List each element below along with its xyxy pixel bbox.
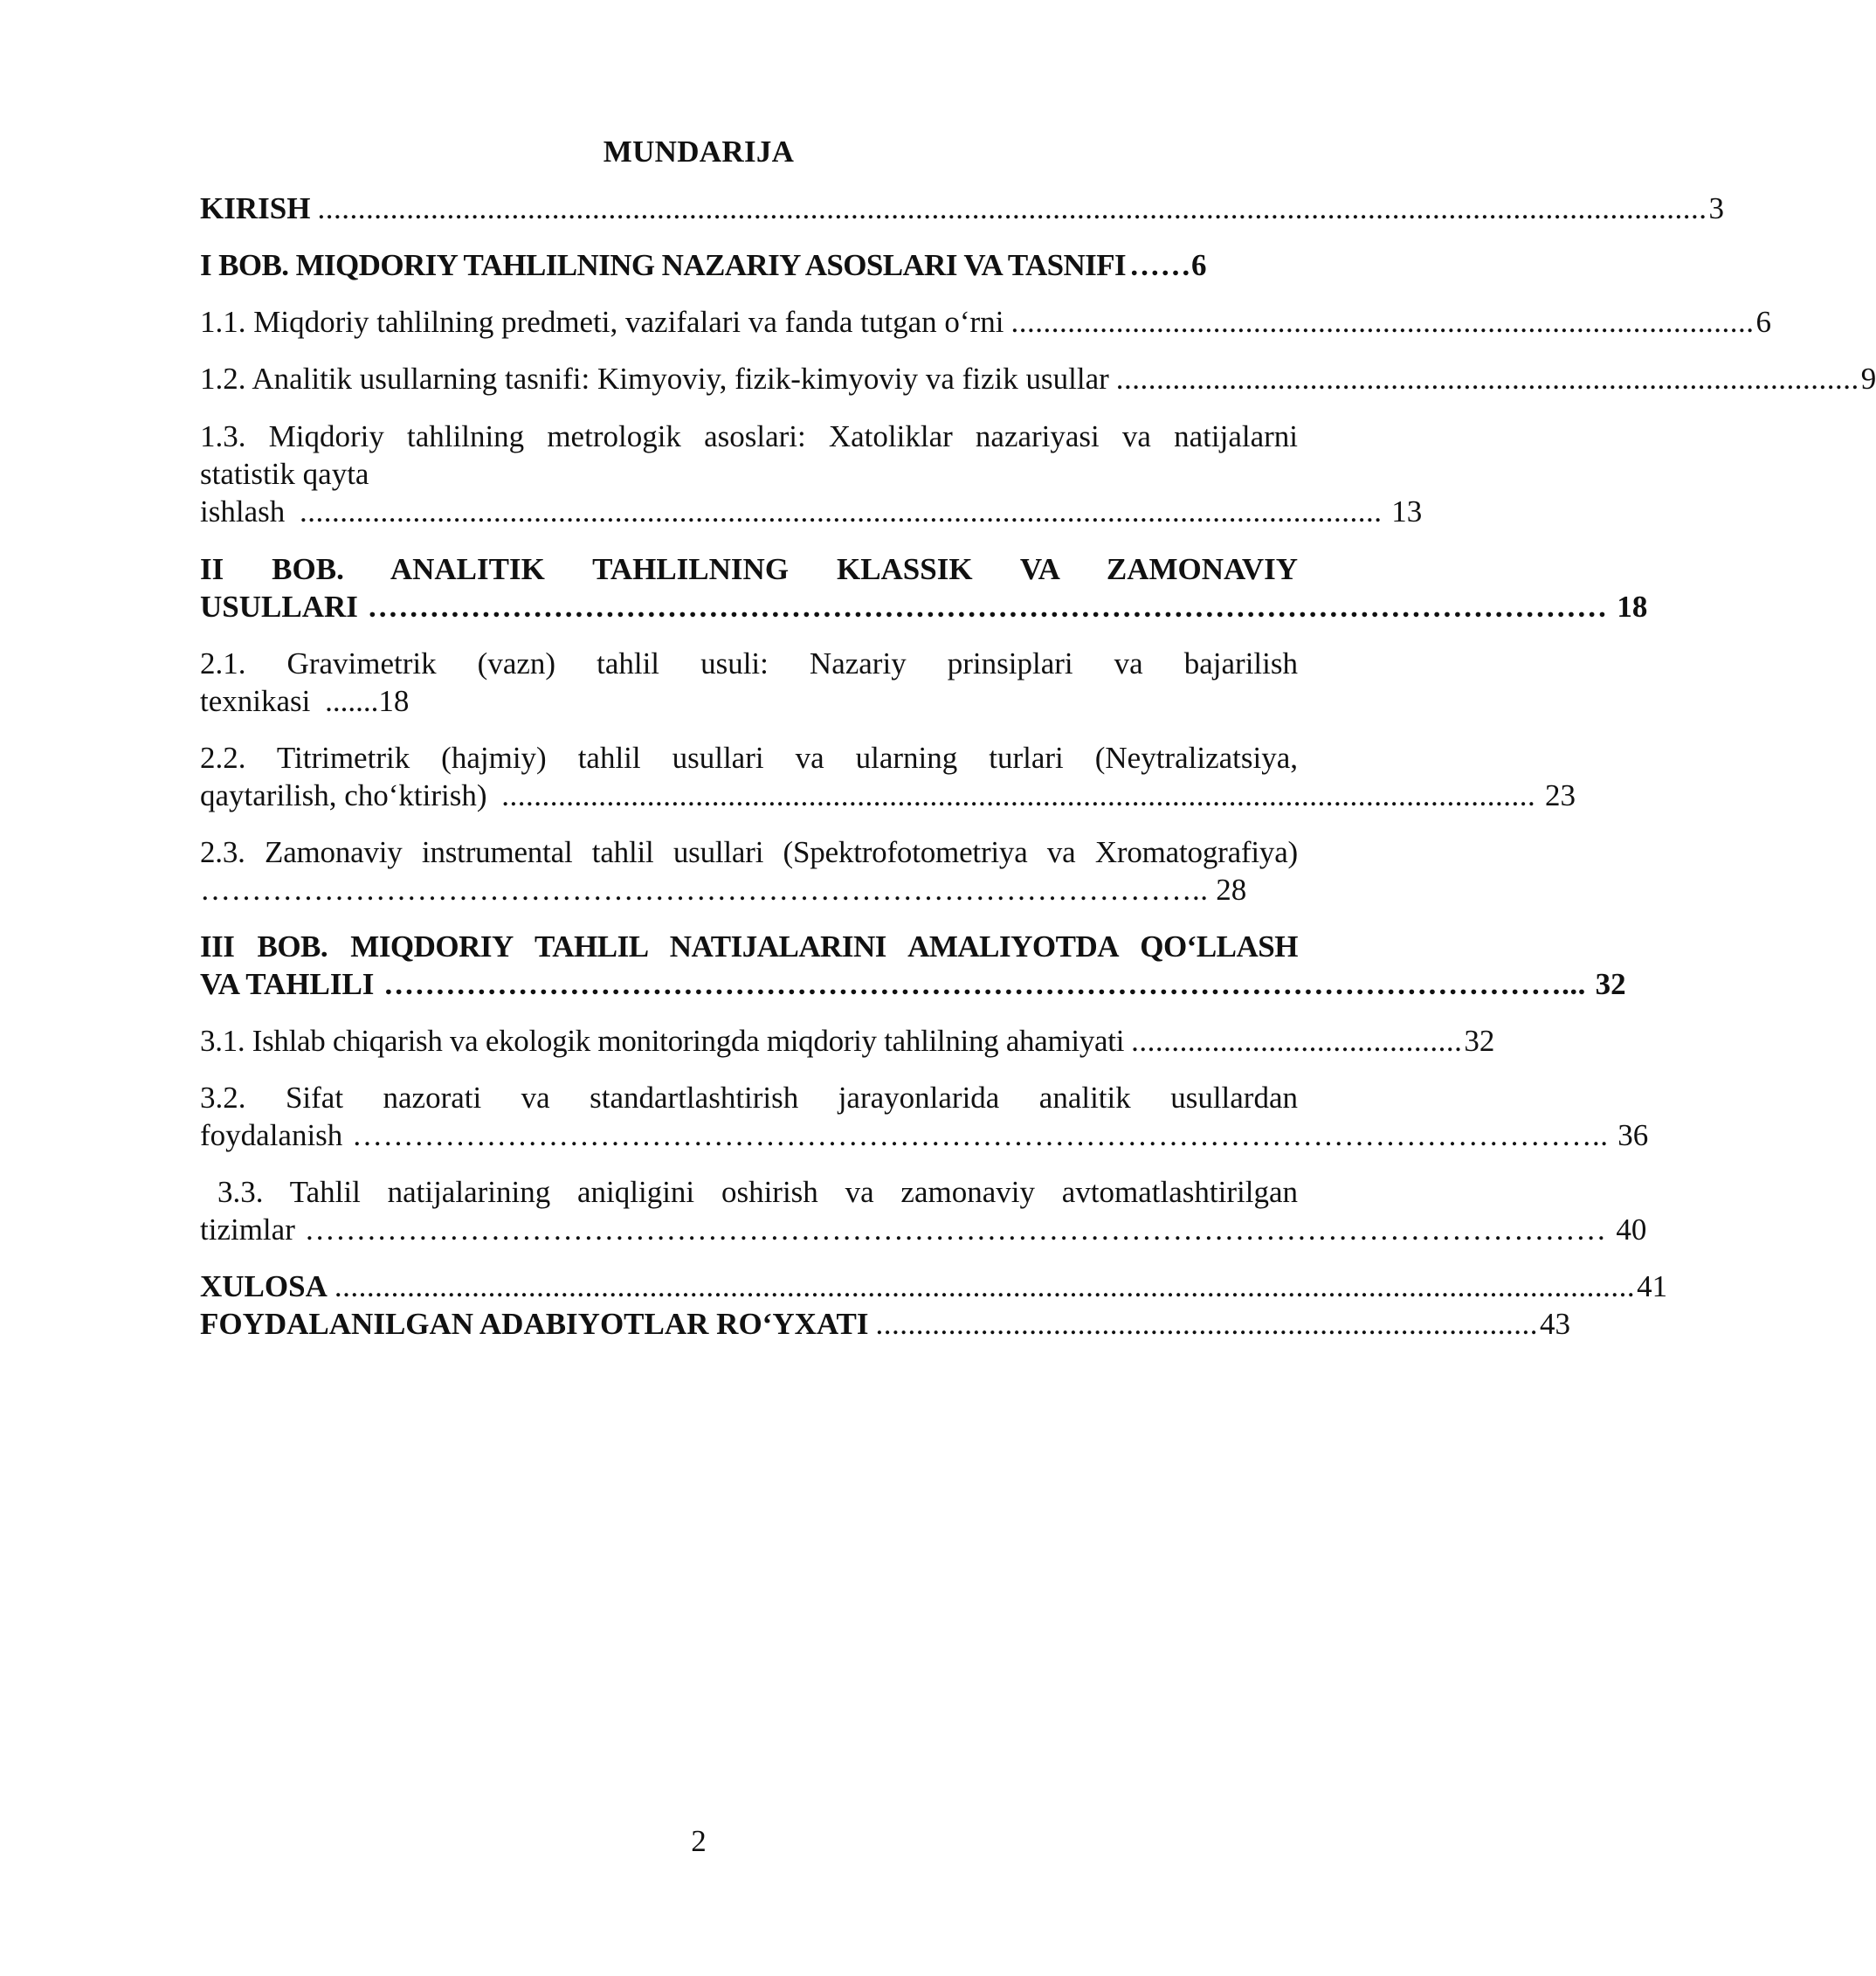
toc-entry-label: KIRISH [200, 191, 311, 225]
toc-entry-1-1: 1.1. Miqdoriy tahlilning predmeti, vazifalari va fanda tutgan o‘rni ............................................................................................ 6 [200, 305, 1771, 339]
toc-entry-label: 2.3. Zamonaviy instrumental tahlil usullari (Spektrofotometriya va Xromatografiya) [200, 835, 1298, 869]
toc-entry-label-continued: ishlash [200, 494, 286, 529]
toc-page-number: 23 [1545, 778, 1576, 812]
toc-entry-label: 1.2. Analitik usullarning tasnifi: Kimyoviy, fizik-kimyoviy va fizik usullar [200, 362, 1109, 396]
toc-entry-label-continued: USULLARI [200, 590, 358, 624]
toc-entry-label: 3.1. Ishlab chiqarish va ekologik monitoringda miqdoriy tahlilning ahamiyati [200, 1024, 1125, 1058]
toc-page-number: 28 [1216, 873, 1247, 907]
toc-page-number: 43 [1540, 1307, 1571, 1341]
toc-title: MUNDARIJA [603, 135, 795, 169]
toc-page-number: 9 [1860, 362, 1876, 396]
toc-entry-label-continued: VA TAHLILI [200, 967, 375, 1001]
toc-page-number: 18 [1617, 590, 1648, 624]
toc-entry-2-3: 2.3. Zamonaviy instrumental tahlil usullari (Spektrofotometriya va Xromatografiya) …………………………………………………………………………………….. 28 [200, 835, 1298, 907]
toc-entry-label: FOYDALANILGAN ADABIYOTLAR RO‘YXATI [200, 1307, 869, 1341]
toc-page-number: 32 [1595, 967, 1626, 1001]
toc-entry-label-continued: tizimlar [200, 1213, 295, 1247]
toc-entry-2-2: 2.2. Titrimetrik (hajmiy) tahlil usullari va ularning turlari (Neytralizatsiya, qaytarilish, cho‘ktirish) ................................................................................................................................ 23 [200, 741, 1576, 812]
toc-entry-1-2: 1.2. Analitik usullarning tasnifi: Kimyoviy, fizik-kimyoviy va fizik usullar ............................................................................................ 9 [200, 362, 1876, 396]
page-number: 2 [691, 1824, 707, 1858]
toc-entry-label-continued: foydalanish [200, 1118, 343, 1152]
toc-entry-3-2: 3.2. Sifat nazorati va standartlashtirish jarayonlarida analitik usullardan foydalanish ………………………………………………………………………………………………………….. 36 [200, 1081, 1649, 1152]
toc-entry-1-3: 1.3. Miqdoriy tahlilning metrologik asoslari: Xatoliklar nazariyasi va natijalarni statistik qayta ishlash ...................................................................................................................................... 13 [200, 419, 1423, 529]
toc-entry-bibliography: FOYDALANILGAN ADABIYOTLAR RO‘YXATI .................................................................................. 43 [200, 1307, 1571, 1341]
toc-page-number: 36 [1617, 1118, 1649, 1152]
toc-entry-label: III BOB. MIQDORIY TAHLIL NATIJALARINI AMALIYOTDA QO‘LLASH [200, 929, 1298, 964]
toc-entry-label: 2.2. Titrimetrik (hajmiy) tahlil usullari va ularning turlari (Neytralizatsiya, [200, 741, 1298, 775]
toc-entry-label-continued: statistik [200, 457, 295, 491]
table-of-contents [200, 0, 1876, 1398]
toc-entry-chapter-1: I BOB. MIQDORIY TAHLILNING NAZARIY ASOSLARI VA TASNIFI …… 6 [200, 248, 1207, 282]
toc-entry-label: I BOB. MIQDORIY TAHLILNING NAZARIY ASOSLARI VA TASNIFI [200, 248, 1127, 282]
toc-entry-label: 3.2. Sifat nazorati va standartlashtirish jarayonlarida analitik usullardan [200, 1081, 1298, 1115]
toc-page-number: 40 [1616, 1213, 1647, 1247]
toc-entry-label: 3.3. Tahlil natijalarining aniqligini oshirish va zamonaviy avtomatlashtirilgan [217, 1175, 1298, 1209]
toc-entry-kirish: KIRISH ............................................................................................................................................................................ 3 [200, 191, 1724, 225]
toc-page-number: 3 [1708, 191, 1724, 225]
toc-entry-chapter-3: III BOB. MIQDORIY TAHLIL NATIJALARINI AMALIYOTDA QO‘LLASH VA TAHLILI ……………………………………………………………………………………………………... 32 [200, 929, 1626, 1001]
toc-page-number: 41 [1637, 1269, 1668, 1303]
toc-entry-label: II BOB. ANALITIK TAHLILNING KLASSIK VA ZAMONAVIY [200, 552, 1298, 586]
toc-entry-3-1: 3.1. Ishlab chiqarish va ekologik monitoringda miqdoriy tahlilning ahamiyati ......................................... 32 [200, 1024, 1495, 1058]
toc-entry-label: XULOSA [200, 1269, 328, 1303]
toc-entry-chapter-2: II BOB. ANALITIK TAHLILNING KLASSIK VA ZAMONAVIY USULLARI ………………………………………………………………………………………………………… 18 [200, 552, 1648, 624]
toc-page-number: 32 [1464, 1024, 1495, 1058]
toc-entry-label: 2.1. Gravimetrik (vazn) tahlil usuli: Nazariy prinsiplari va bajarilish [200, 646, 1298, 681]
toc-entry-xulosa: XULOSA ................................................................................................................................................................. 41 [200, 1269, 1668, 1303]
toc-entry-label-continued: qaytarilish, cho‘ktirish) [200, 778, 487, 812]
toc-page-number: 13 [1391, 494, 1423, 529]
toc-entry-label-continued: qayta [302, 457, 369, 491]
toc-entry-label: 1.1. Miqdoriy tahlilning predmeti, vazifalari va fanda tutgan o‘rni [200, 305, 1004, 339]
toc-page-number: 18 [378, 684, 410, 718]
toc-page-number: 6 [1191, 248, 1207, 282]
toc-entry-3-3: 3.3. Tahlil natijalarining aniqligini oshirish va zamonaviy avtomatlashtirilgan tizimlar ……………………………………………………………………………………………………………… 40 [200, 1175, 1647, 1247]
toc-page-number: 6 [1755, 305, 1771, 339]
toc-entry-2-1: 2.1. Gravimetrik (vazn) tahlil usuli: Nazariy prinsiplari va bajarilish texnikasi .......18 [200, 646, 1298, 718]
toc-entry-label: 1.3. Miqdoriy tahlilning metrologik asoslari: Xatoliklar nazariyasi va natijalarni [200, 419, 1298, 453]
toc-entry-label-continued: texnikasi [200, 684, 311, 718]
